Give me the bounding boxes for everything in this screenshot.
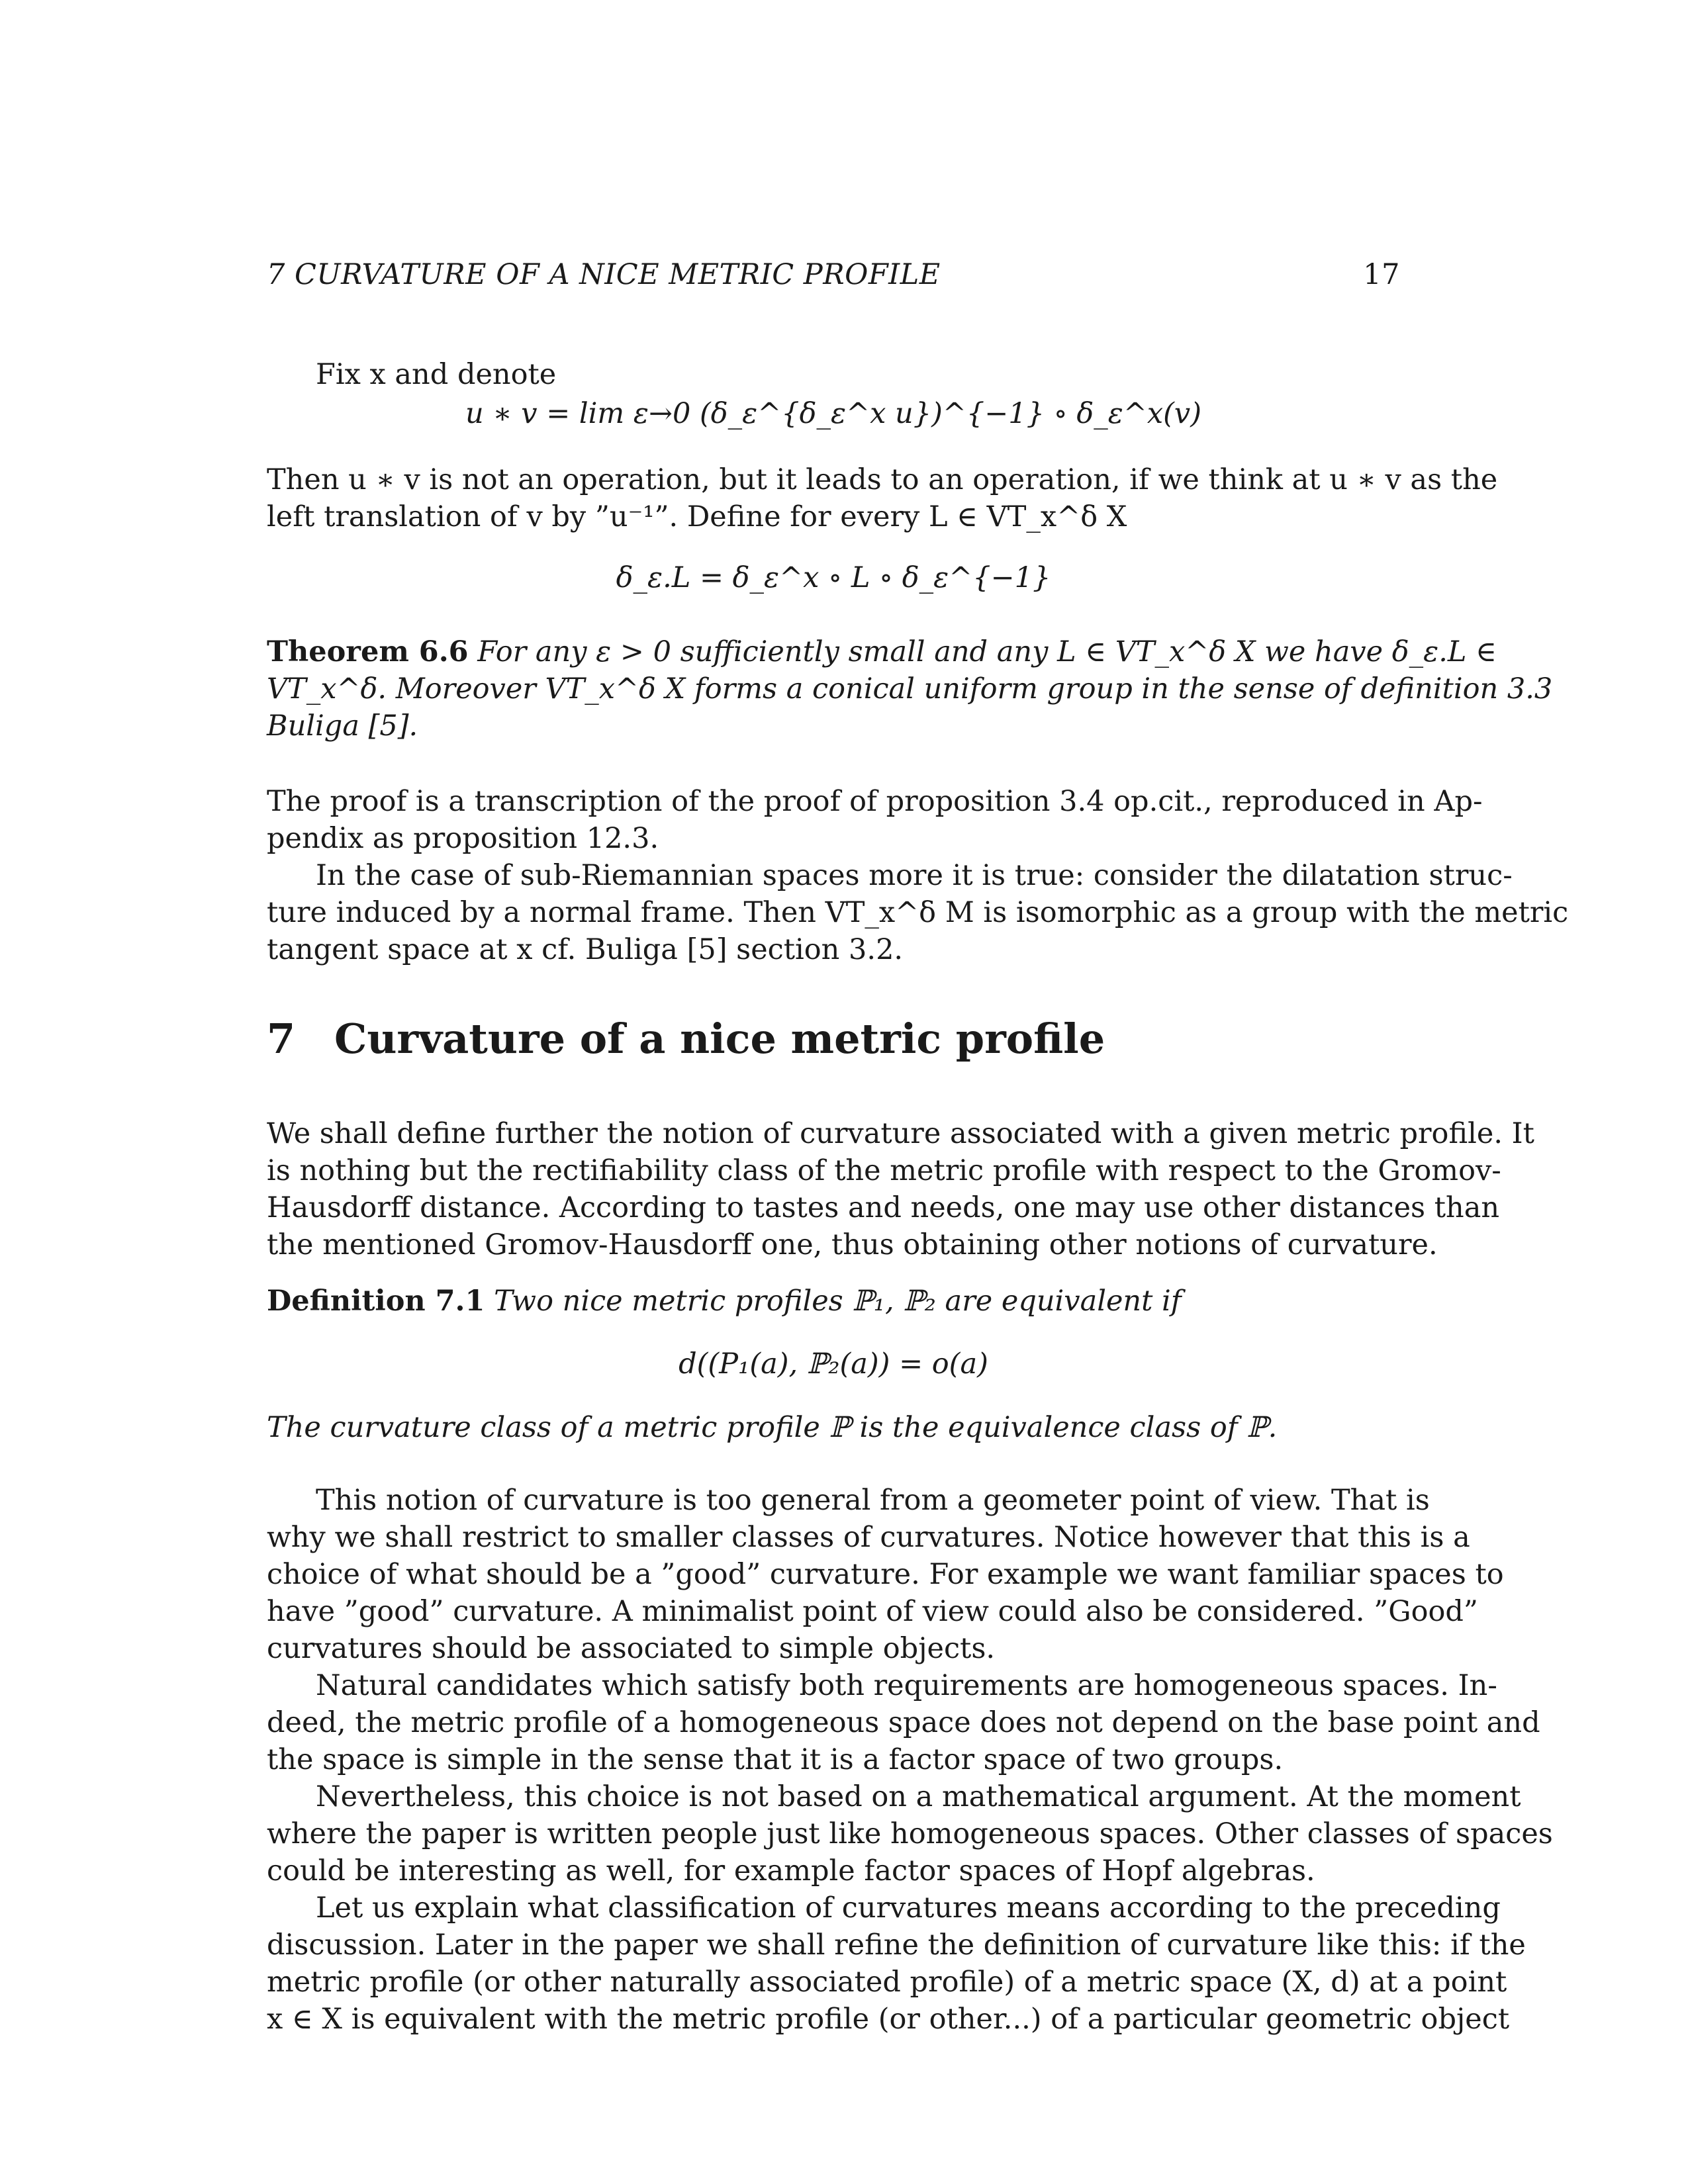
proof-line-3: In the case of sub-Riemannian spaces more it is true: consider the dilatation struc-	[316, 859, 1513, 892]
proof-line-2: pendix as proposition 12.3.	[267, 822, 659, 855]
definition-text: Two nice metric profiles ℙ₁, ℙ₂ are equivalent if	[494, 1285, 1182, 1318]
body-line-9: Nevertheless, this choice is not based on a mathematical argument. At the moment	[316, 1780, 1521, 1813]
running-title: 7 CURVATURE OF A NICE METRIC PROFILE	[267, 258, 941, 291]
section-heading	[267, 1015, 1105, 1063]
section-intro-line-1: We shall define further the notion of curvature associated with a given metric profile. It	[267, 1117, 1534, 1150]
then-line-1: Then u ∗ v is not an operation, but it leads to an operation, if we think at u ∗ v as the	[267, 463, 1498, 496]
theorem-line-1	[267, 633, 1497, 670]
theorem-text-1: For any ε > 0 sufficiently small and any L ∈ VT_x^δ X we have δ_ε.L ∈	[477, 635, 1497, 668]
equation-dilation-action: δ_ε.L = δ_ε^x ∘ L ∘ δ_ε^{−1}	[616, 561, 1051, 594]
body-line-14: metric profile (or other naturally associated profile) of a metric space (X, d) at a point	[267, 1966, 1507, 1999]
definition-label: Definition 7.1	[267, 1285, 485, 1318]
body-line-13: discussion. Later in the paper we shall refine the definition of curvature like this: if the	[267, 1929, 1526, 1962]
theorem-label: Theorem 6.6	[267, 635, 469, 668]
equation-star-product: u ∗ v = lim ε→0 (δ_ε^{δ_ε^x u})^{−1} ∘ δ_ε^x(v)	[465, 397, 1201, 430]
section-title: Curvature of a nice metric profile	[334, 1015, 1105, 1063]
section-number: 7	[267, 1015, 296, 1063]
body-line-12: Let us explain what classification of curvatures means according to the preceding	[316, 1891, 1501, 1925]
section-intro-line-4: the mentioned Gromov-Hausdorff one, thus obtaining other notions of curvature.	[267, 1228, 1438, 1261]
page-number: 17	[1363, 258, 1400, 291]
body-line-8: the space is simple in the sense that it is a factor space of two groups.	[267, 1743, 1284, 1776]
definition-closing: The curvature class of a metric profile ℙ is the equivalence class of ℙ.	[267, 1411, 1278, 1444]
section-intro-line-2: is nothing but the rectifiability class of the metric profile with respect to the Gromov-	[267, 1154, 1501, 1187]
proof-line-5: tangent space at x cf. Buliga [5] section 3.2.	[267, 933, 904, 966]
definition-line	[267, 1283, 1400, 1320]
fix-line: Fix x and denote	[316, 358, 557, 391]
section-intro-line-3: Hausdorff distance. According to tastes and needs, one may use other distances than	[267, 1191, 1500, 1224]
then-line-2: left translation of v by ”u⁻¹”. Define for every L ∈ VT_x^δ X	[267, 500, 1127, 533]
body-line-5: curvatures should be associated to simple objects.	[267, 1632, 996, 1665]
proof-line-1: The proof is a transcription of the proof of proposition 3.4 op.cit., reproduced in Ap-	[267, 785, 1483, 818]
proof-line-4: ture induced by a normal frame. Then VT_x^δ M is isomorphic as a group with the metric	[267, 896, 1569, 929]
body-line-11: could be interesting as well, for example factor spaces of Hopf algebras.	[267, 1854, 1315, 1888]
body-line-1: This notion of curvature is too general from a geometer point of view. That is	[316, 1484, 1430, 1517]
body-line-7: deed, the metric profile of a homogeneous space does not depend on the base point and	[267, 1706, 1540, 1739]
theorem-line-3: Buliga [5].	[267, 709, 418, 743]
body-line-15: x ∈ X is equivalent with the metric profile (or other...) of a particular geometric object	[267, 2003, 1510, 2036]
theorem-line-2: VT_x^δ. Moreover VT_x^δ X forms a conical uniform group in the sense of definition 3.3	[267, 672, 1553, 705]
body-line-4: have ”good” curvature. A minimalist point of view could also be considered. ”Good”	[267, 1595, 1478, 1628]
running-head	[267, 258, 1400, 298]
body-line-6: Natural candidates which satisfy both requirements are homogeneous spaces. In-	[316, 1669, 1497, 1702]
body-line-2: why we shall restrict to smaller classes of curvatures. Notice however that this is a	[267, 1521, 1470, 1554]
body-line-10: where the paper is written people just like homogeneous spaces. Other classes of spaces	[267, 1817, 1553, 1850]
equation-equivalence: d((P₁(a), ℙ₂(a)) = o(a)	[679, 1347, 988, 1381]
body-line-3: choice of what should be a ”good” curvature. For example we want familiar spaces to	[267, 1558, 1504, 1591]
